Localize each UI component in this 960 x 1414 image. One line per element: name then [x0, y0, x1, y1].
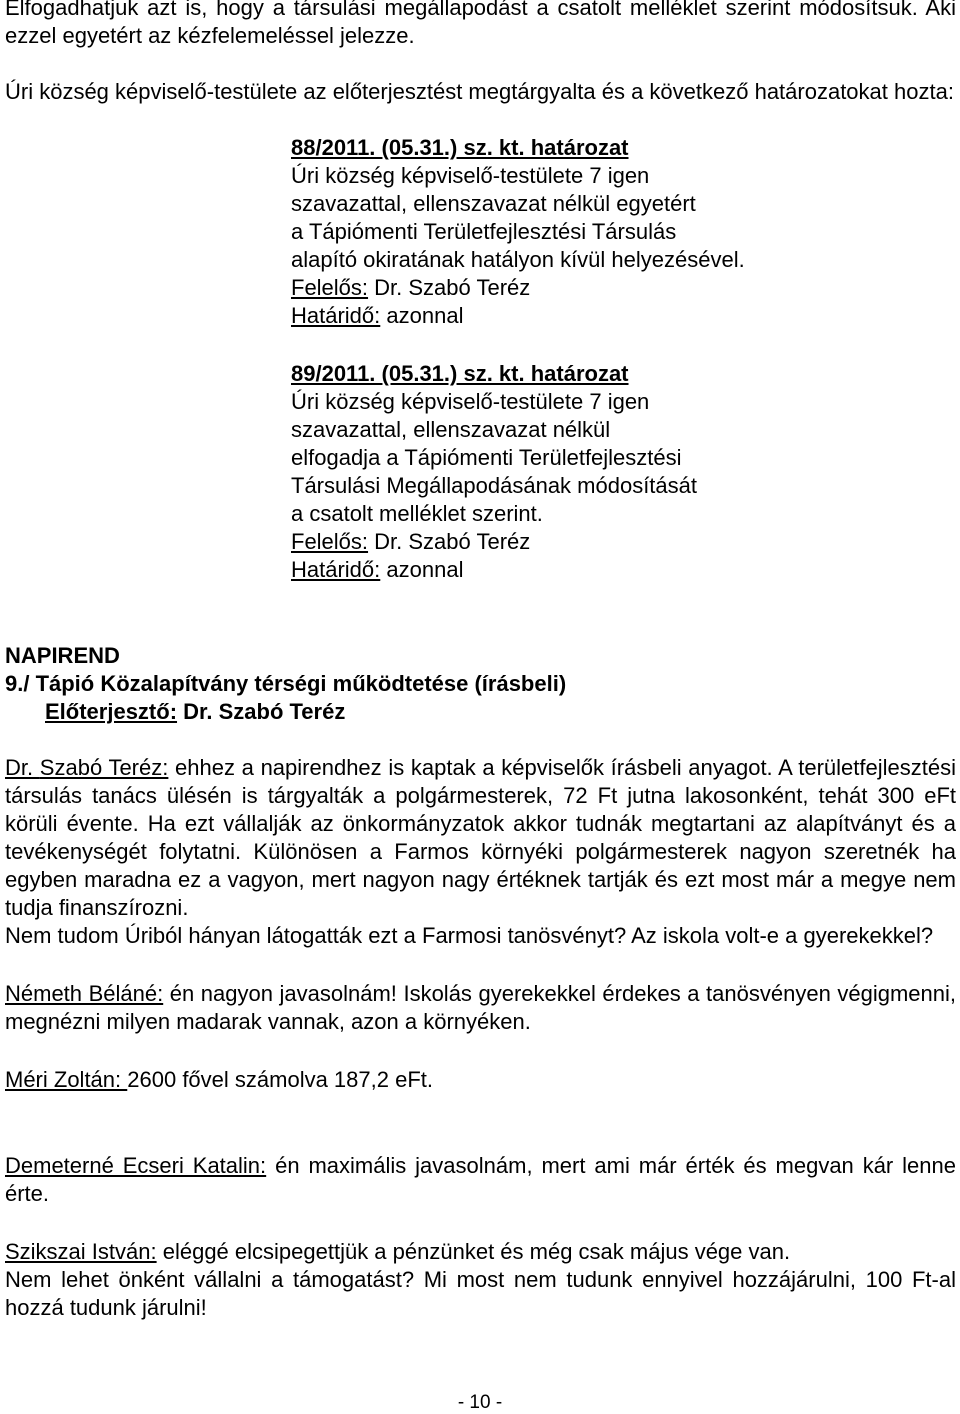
speech-paragraph — [5, 1066, 956, 1094]
intro-paragraph-2: Úri község képviselő-testülete az előterjesztést megtárgyalta és a következő határozatokat hozta: — [5, 79, 954, 104]
speech-text: én maximális javasolnám, mert ami már érték és megvan kár lenne érte. — [5, 1153, 956, 1206]
agenda-section — [5, 642, 956, 726]
deadline-label: Határidő: — [291, 557, 381, 582]
speech-paragraph — [5, 754, 956, 922]
speaker-name: Szabó Teréz: — [39, 755, 169, 780]
speech-text: 2600 fővel számolva 187,2 eFt. — [127, 1067, 433, 1092]
resolution-number: 89/2011. (05.31.) sz. kt. határozat — [291, 361, 629, 386]
speaker-name: Demeterné Ecseri Katalin: — [5, 1153, 267, 1178]
resolutions-block — [291, 134, 956, 584]
speech-paragraph — [5, 1152, 956, 1208]
responsible-name: Dr. Szabó Teréz — [368, 529, 531, 554]
speaker-name: Szikszai István: — [5, 1239, 157, 1264]
resolution-line: szavazattal, ellenszavazat nélkül egyetért — [291, 191, 696, 216]
resolution-line: szavazattal, ellenszavazat nélkül — [291, 417, 611, 442]
resolution-number: 88/2011. (05.31.) sz. kt. határozat — [291, 135, 629, 160]
speech-demeterne — [5, 1152, 956, 1208]
speech-szabo — [5, 754, 956, 950]
presenter-name: Dr. Szabó Teréz — [177, 699, 346, 724]
resolution-deadline — [291, 302, 956, 330]
document-page — [5, 0, 956, 1322]
speech-text: én nagyon javasolnám! Iskolás gyerekekkel érdekes a tanösvényen végigmenni, megnézni milyen madarak vannak, azon a környéken. — [5, 981, 956, 1034]
speech-szikszai — [5, 1238, 956, 1322]
responsible-name: Dr. Szabó Teréz — [368, 275, 531, 300]
speech-nemeth — [5, 980, 956, 1036]
speech-text: eléggé elcsipegettjük a pénzünket és még csak május vége van. — [156, 1239, 791, 1264]
agenda-item-title: 9./ Tápió Közalapítvány térségi működtetése (írásbeli) — [5, 671, 567, 696]
agenda-heading: NAPIREND — [5, 643, 120, 668]
responsible-label: Felelős: — [291, 529, 369, 554]
responsible-label: Felelős: — [291, 275, 369, 300]
resolution-line: a csatolt melléklet szerint. — [291, 501, 543, 526]
agenda-presenter — [5, 698, 956, 726]
resolution-89 — [291, 360, 956, 584]
speech-text: ehhez a napirendhez is kaptak a képviselők írásbeli anyagot. A területfejlesztési társulás tanács ülésén is tárgyalták a polgármesterek, 72 Ft jutna lakosonként, tehát 300 eFt körüli évente. Ha ezt vállalják az önkormányzatok akkor tudnák megtartani az alapítványt és a tevékenységét folytatni. Különösen a Farmos környéki polgármesterek nagyon szeretnék ha egyben maradna ez a vagyon, mert nagyon nagy értéknek tartják és ezt most már a megye nem tudja finanszírozni. — [5, 755, 956, 920]
resolution-line: Úri község képviselő-testülete 7 igen — [291, 163, 650, 188]
intro-paragraph-1: Elfogadhatjuk azt is, hogy a társulási megállapodást a csatolt melléklet szerint módosítsuk. Aki ezzel egyetért az kézfelemeléssel jelezze. — [5, 0, 956, 48]
speaker-name: Méri Zoltán: — [5, 1067, 128, 1092]
resolution-line: alapító okiratának hatályon kívül helyezésével. — [291, 247, 745, 272]
deadline-label: Határidő: — [291, 303, 381, 328]
deadline-value: azonnal — [380, 557, 464, 582]
resolution-line: elfogadja a Tápiómenti Területfejlesztési — [291, 445, 682, 470]
speech-paragraph — [5, 980, 956, 1036]
speech-paragraph-continued: Nem tudom Úriból hányan látogatták ezt a Farmosi tanösvényt? Az iskola volt-e a gyerekekkel? — [5, 923, 934, 948]
speaker-prefix: Dr. — [5, 755, 40, 780]
resolution-responsible — [291, 274, 956, 302]
resolution-deadline — [291, 556, 956, 584]
page-number: - 10 - — [457, 1392, 503, 1413]
resolution-line: Társulási Megállapodásának módosítását — [291, 473, 698, 498]
resolution-line: a Tápiómenti Területfejlesztési Társulás — [291, 219, 677, 244]
resolution-responsible — [291, 528, 956, 556]
resolution-line: Úri község képviselő-testülete 7 igen — [291, 389, 650, 414]
presenter-label: Előterjesztő: — [45, 699, 178, 724]
speech-meri — [5, 1066, 956, 1094]
deadline-value: azonnal — [380, 303, 464, 328]
speaker-name: Németh Béláné: — [5, 981, 164, 1006]
speech-paragraph-continued: Nem lehet önként vállalni a támogatást? Mi most nem tudunk ennyivel hozzájárulni, 100 Ft-al hozzá tudunk járulni! — [5, 1267, 956, 1320]
speech-paragraph — [5, 1238, 956, 1266]
resolution-88 — [291, 134, 956, 330]
